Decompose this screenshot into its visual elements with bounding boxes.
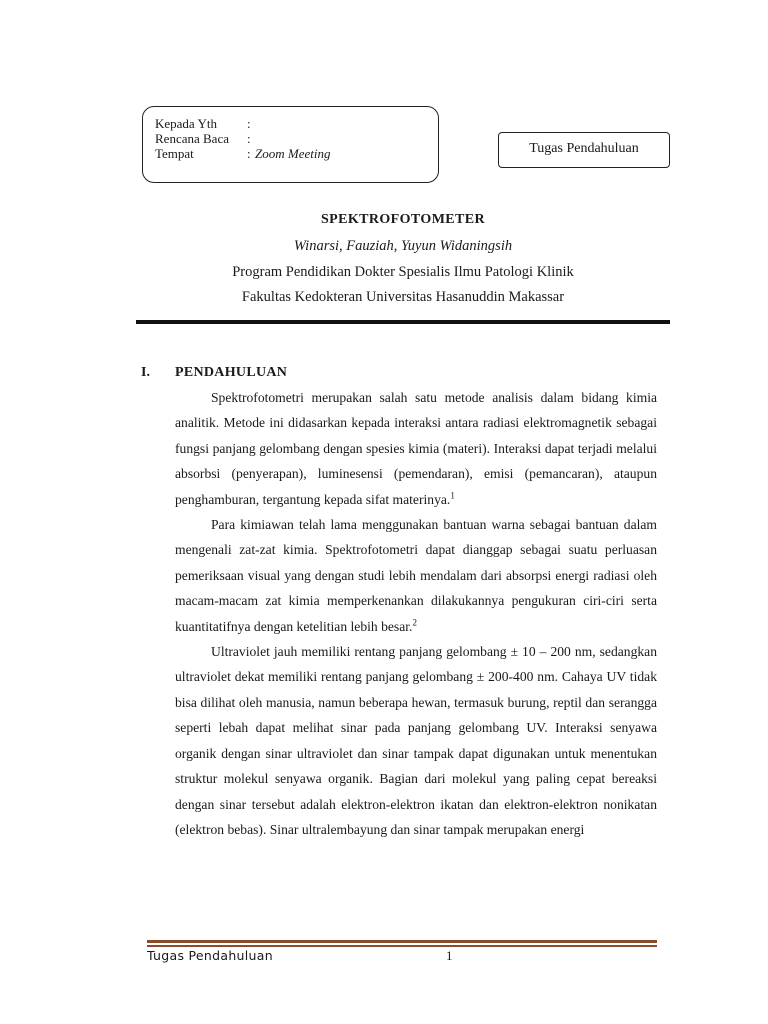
reader-colon: : — [247, 131, 251, 146]
place-colon: : — [247, 146, 251, 161]
paragraph-text: Ultraviolet jauh memiliki rentang panjang gelombang ± 10 – 200 nm, sedangkan ultraviolet dekat memiliki rentang panjang gelombang ± 200-400 nm. Cahaya UV tidak bisa dilihat oleh manusia, namun beberapa hewan, termasuk burung, reptil dan serangga seperti lebah dapat melihat sinar pada panjang gelombang UV. Interaksi senyawa organik dengan sinar ultraviolet dan sinar tampak dapat digunakan untuk menentukan struktur molekul senyawa organik. Bagian dari molekul yang paling cepat bereaksi dengan sinar tersebut adalah elektron-elektron ikatan dan elektron-elektron nonikatan (elektron bebas). Sinar ultralembayung dan sinar tampak merupakan energi — [175, 644, 657, 837]
document-title: SPEKTROFOTOMETER — [320, 212, 486, 227]
section-body — [175, 385, 657, 842]
addressee-box — [142, 106, 439, 183]
addressee-colon: : — [247, 116, 251, 131]
page-number: 1 — [446, 948, 453, 963]
assignment-tag: Tugas Pendahuluan — [498, 132, 670, 168]
document-program: Program Pendidikan Dokter Spesialis Ilmu Patologi Klinik — [232, 264, 574, 280]
footer-label: Tugas Pendahuluan — [147, 948, 273, 963]
footnote-ref: 1 — [450, 490, 455, 501]
paragraph — [175, 512, 657, 639]
title-divider — [136, 320, 670, 324]
place-value: Zoom Meeting — [255, 146, 331, 161]
addressee-label: Kepada Yth — [155, 116, 217, 131]
document-faculty: Fakultas Kedokteran Universitas Hasanuddin Makassar — [241, 289, 565, 305]
paragraph-text: Spektrofotometri merupakan salah satu metode analisis dalam bidang kimia analitik. Metode ini didasarkan kepada interaksi antara radiasi elektromagnetik sebagai fungsi panjang gelombang dengan spesies kimia (materi). Interaksi dapat terjadi melalui absorbsi (penyerapan), luminesensi (pemendaran), emisi (pemancaran), ataupun penghamburan, tergantung kepada sifat materinya. — [175, 390, 657, 507]
reader-row — [155, 131, 255, 146]
reader-label: Rencana Baca — [155, 131, 229, 146]
footer-rule — [147, 940, 657, 947]
paragraph — [175, 385, 657, 512]
section-title: PENDAHULUAN — [175, 365, 288, 380]
addressee-row — [155, 116, 255, 131]
place-row — [155, 146, 330, 161]
section-number: I. — [141, 365, 150, 380]
place-label: Tempat — [155, 146, 194, 161]
document-authors: Winarsi, Fauziah, Yuyun Widaningsih — [293, 238, 513, 254]
paragraph-text: Para kimiawan telah lama menggunakan bantuan warna sebagai bantuan dalam mengenali zat-zat kimia. Spektrofotometri dapat dianggap sebagai suatu perluasan pemeriksaan visual yang dengan studi lebih mendalam dari absorpsi energi radiasi oleh macam-macam zat kimia memperkenankan dilakukannya pengukuran ciri-ciri serta kuantitatifnya dengan ketelitian lebih besar. — [175, 517, 657, 634]
footnote-ref: 2 — [412, 617, 417, 628]
paragraph — [175, 639, 657, 842]
